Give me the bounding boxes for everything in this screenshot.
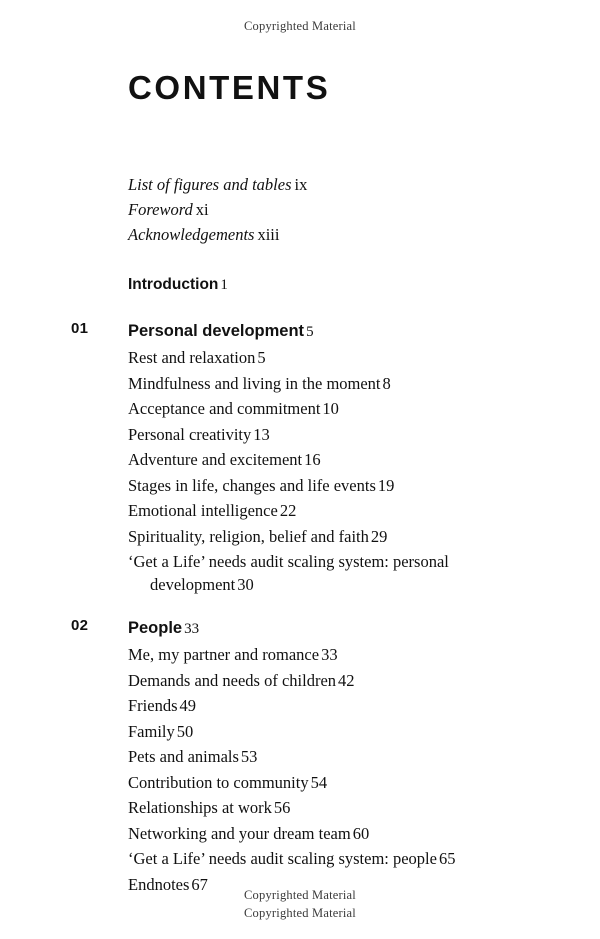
entry-page: 60 xyxy=(352,823,370,843)
list-item xyxy=(128,500,528,523)
entry-page: 10 xyxy=(322,399,339,419)
list-item xyxy=(128,695,528,718)
list-item xyxy=(128,551,528,596)
entry-label: ‘Get a Life’ needs audit scaling system: people xyxy=(128,849,437,869)
entry-page: 19 xyxy=(377,475,395,495)
list-item xyxy=(128,721,528,744)
entry-label: Mindfulness and living in the moment xyxy=(128,373,381,393)
chapter-title-text: Personal development xyxy=(128,322,305,341)
entry-page: 33 xyxy=(321,645,338,665)
chapter-section-02 xyxy=(71,616,528,896)
frontmatter-page: xi xyxy=(195,200,209,220)
entry-page: 56 xyxy=(273,798,291,818)
list-item xyxy=(128,197,528,222)
list-item xyxy=(128,797,528,820)
entry-page: 67 xyxy=(191,874,208,894)
chapter-heading xyxy=(71,616,528,641)
entry-label: Stages in life, changes and life events xyxy=(128,475,376,495)
toc-entry-introduction xyxy=(128,273,528,297)
entry-page: 65 xyxy=(438,849,456,869)
list-item xyxy=(128,823,528,846)
entry-page: 22 xyxy=(279,501,297,521)
frontmatter-page: xiii xyxy=(257,225,280,245)
entry-label: Contribution to community xyxy=(128,772,309,792)
list-item xyxy=(128,746,528,769)
chapter-page: 33 xyxy=(184,621,200,638)
watermark-bottom-1: Copyrighted Material xyxy=(244,888,356,902)
entry-label: Rest and relaxation xyxy=(128,348,256,368)
entry-label: Networking and your dream team xyxy=(128,823,351,843)
introduction-page: 1 xyxy=(220,277,228,294)
entry-page: 42 xyxy=(338,670,355,690)
frontmatter-label: Acknowledgements xyxy=(128,225,255,245)
page-title: CONTENTS xyxy=(128,69,331,106)
chapter-page: 5 xyxy=(306,324,314,341)
entry-page: 30 xyxy=(237,574,254,594)
chapter-section-01 xyxy=(71,319,528,596)
frontmatter-label: List of figures and tables xyxy=(128,175,292,195)
entry-page: 50 xyxy=(176,721,194,741)
list-item xyxy=(128,644,528,667)
entry-page: 29 xyxy=(370,526,388,546)
list-item xyxy=(128,347,528,370)
frontmatter-label: Foreword xyxy=(128,200,193,220)
entry-page: 8 xyxy=(382,373,391,393)
entry-page: 54 xyxy=(310,772,328,792)
frontmatter-list xyxy=(128,172,528,247)
list-item xyxy=(128,475,528,498)
toc-content xyxy=(71,69,528,916)
entry-page: 5 xyxy=(257,348,266,368)
entry-label: Friends xyxy=(128,696,178,716)
entry-label: Me, my partner and romance xyxy=(128,645,320,665)
entry-page: 13 xyxy=(253,424,270,444)
frontmatter-page: ix xyxy=(294,175,308,195)
entry-label: Personal creativity xyxy=(128,424,252,444)
list-item xyxy=(128,526,528,549)
list-item xyxy=(128,848,528,871)
entry-label: Acceptance and commitment xyxy=(128,399,321,419)
watermark-bottom-2: Copyrighted Material xyxy=(244,906,356,920)
chapter-title-text: People xyxy=(128,619,183,638)
entry-label: Pets and animals xyxy=(128,747,239,767)
introduction-label: Introduction xyxy=(128,276,219,294)
list-item xyxy=(128,670,528,693)
chapter-title xyxy=(128,322,314,340)
chapter-heading xyxy=(71,319,528,344)
entry-page: 16 xyxy=(304,450,321,470)
entry-page: 49 xyxy=(179,696,196,716)
entry-label: Adventure and excitement xyxy=(128,450,303,470)
chapter-number: 02 xyxy=(71,617,89,635)
list-item xyxy=(128,424,528,447)
entry-label: Demands and needs of children xyxy=(128,670,337,690)
list-item xyxy=(128,373,528,396)
entry-label: Family xyxy=(128,721,175,741)
watermark-top: Copyrighted Material xyxy=(244,19,356,33)
list-item xyxy=(128,772,528,795)
list-item xyxy=(128,172,528,197)
entry-label: Endnotes xyxy=(128,874,190,894)
chapter-title xyxy=(128,619,199,637)
entry-label: ‘Get a Life’ needs audit scaling system: personal development xyxy=(128,552,449,594)
list-item xyxy=(128,222,528,247)
chapter-number: 01 xyxy=(71,320,89,338)
entry-label: Spirituality, religion, belief and faith xyxy=(128,526,369,546)
entry-label: Emotional intelligence xyxy=(128,501,278,521)
entry-label: Relationships at work xyxy=(128,798,272,818)
entry-page: 53 xyxy=(240,747,258,767)
list-item xyxy=(128,398,528,421)
list-item xyxy=(128,449,528,472)
